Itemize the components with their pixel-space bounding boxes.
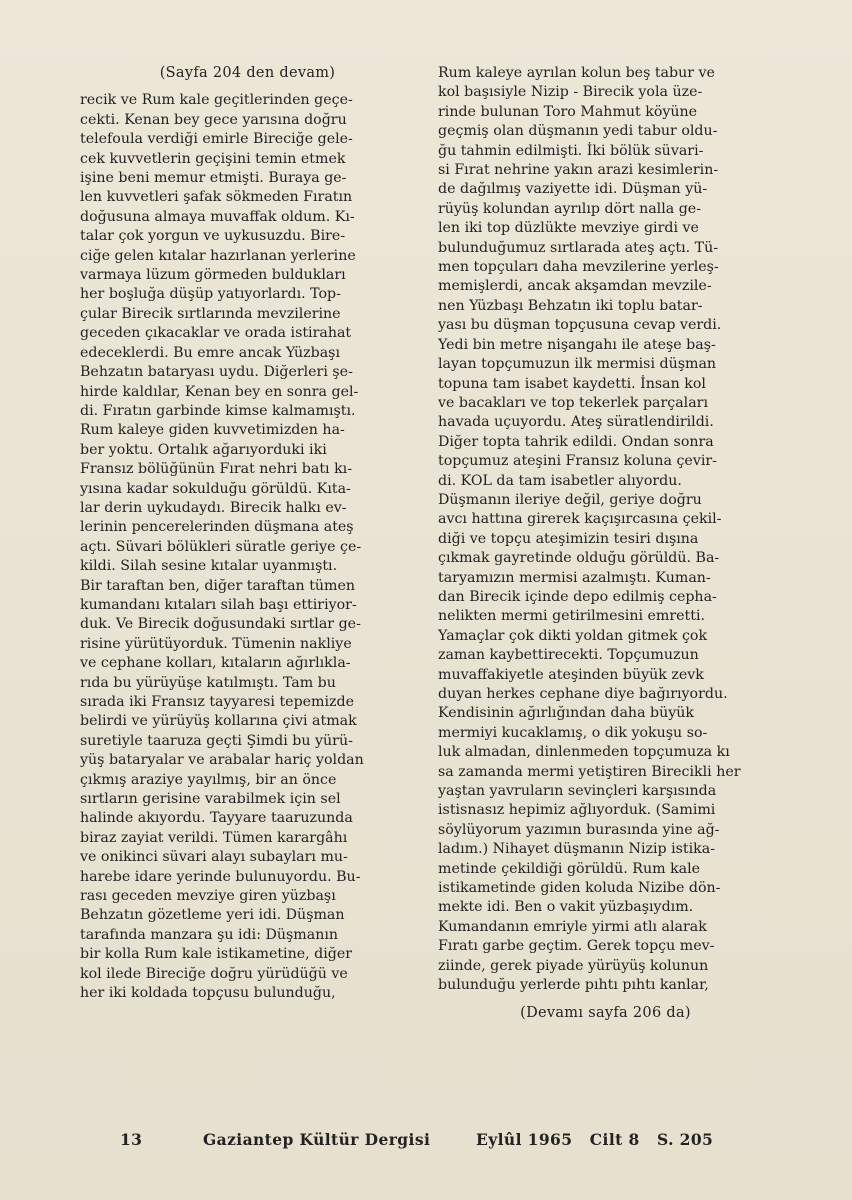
text-line: Fıratı garbe geçtim. Gerek topçu mev- xyxy=(438,938,715,955)
text-line: Kendisinin ağırlığından daha büyük xyxy=(438,705,695,722)
text-line: Yamaçlar çok dikti yoldan gitmek çok xyxy=(438,627,708,644)
text-line: di. Fıratın garbinde kimse kalmamıştı. xyxy=(80,402,356,419)
text-line: ladım.) Nihayet düşmanın Nizip istika- xyxy=(438,841,715,858)
text-line: taryamızın mermisi azalmıştı. Kuman- xyxy=(438,569,711,586)
text-line: suretiyle taaruza geçti Şimdi bu yürü- xyxy=(80,732,353,749)
text-line: geçmiş olan düşmanın yedi tabur oldu- xyxy=(438,123,718,140)
text-line: Behzatın bataryası uydu. Diğerleri şe- xyxy=(80,364,353,381)
text-line: hirde kaldılar, Kenan bey en sonra gel- xyxy=(80,383,359,400)
text-line: yaştan yavruların sevinçleri karşısında xyxy=(438,783,717,800)
text-line: ve bacakları ve top tekerlek parçaları xyxy=(438,394,708,411)
text-line: dan Birecik içinde depo edilmiş cepha- xyxy=(438,588,717,605)
right-column xyxy=(438,64,773,1023)
text-line: havada uçuyordu. Ateş süratlendirildi. xyxy=(438,414,714,431)
text-line: söylüyorum yazımın burasında yine ağ- xyxy=(438,821,720,838)
continued-from-note: (Sayfa 204 den devam) xyxy=(159,65,336,81)
text-line: yısına kadar sokulduğu görüldü. Kıta- xyxy=(80,480,351,497)
text-line: Rum kaleye ayrılan kolun beş tabur ve xyxy=(438,65,715,81)
text-line: kol başısiyle Nizip - Birecik yola üze- xyxy=(438,84,703,101)
text-line: topuna tam isabet kaydetti. İnsan kol xyxy=(438,375,706,392)
text-line: lar derin uykudaydı. Birecik halkı ev- xyxy=(80,499,347,516)
text-line: zaman kaybettirecekti. Topçumuzun xyxy=(438,647,699,664)
text-line: işine beni memur etmişti. Buraya ge- xyxy=(80,170,347,187)
text-line: biraz zayiat verildi. Tümen karargâhı xyxy=(80,829,348,846)
text-line: bulunduğumuz sırtlarada ateş açtı. Tü- xyxy=(438,239,719,256)
text-line: talar çok yorgun ve uykusuzdu. Bire- xyxy=(80,228,346,245)
text-line: mermiyi kucaklamış, o dik yokuşu so- xyxy=(438,724,708,741)
text-line: her iki koldada topçusu bulunduğu, xyxy=(80,985,336,1002)
text-line: ciğe gelen kıtalar hazırlanan yerlerine xyxy=(80,247,356,264)
text-line: ve cephane kolları, kıtaların ağırlıkla- xyxy=(80,655,351,672)
text-line: bir kolla Rum kale istikametine, diğer xyxy=(80,946,353,963)
text-line: açtı. Süvari bölükleri süratle geriye çe- xyxy=(80,538,362,555)
text-line: istisnasız hepimiz ağlıyorduk. (Samimi xyxy=(438,802,716,819)
text-line: çıkmak gayretinde olduğu görüldü. Ba- xyxy=(438,550,720,567)
text-line: di. KOL da tam isabetler alıyordu. xyxy=(438,472,682,489)
text-line: len kuvvetleri şafak sökmeden Fıratın xyxy=(80,189,353,206)
text-line: rıda bu yürüyüşe katılmıştı. Tam bu xyxy=(80,674,336,691)
text-line: topçumuz ateşini Fransız koluna çevir- xyxy=(438,453,717,470)
text-line: tarafında manzara şu idi: Düşmanın xyxy=(80,926,339,943)
text-line: diği ve topçu ateşimizin tesiri dışına xyxy=(438,530,699,547)
text-line: Fransız bölüğünün Fırat nehri batı kı- xyxy=(80,461,353,478)
text-line: Düşmanın ileriye değil, geriye doğru xyxy=(438,491,702,508)
continued-to-note: (Devamı sayfa 206 da) xyxy=(520,1004,691,1021)
text-line: harebe idare yerinde bulunuyordu. Bu- xyxy=(80,868,361,885)
text-line: kumandanı kıtaları silah başı ettiriyor- xyxy=(80,596,357,613)
text-line: kol ilede Bireciğe doğru yürüdüğü ve xyxy=(80,965,348,982)
text-line: nen Yüzbaşı Behzatın iki toplu batar- xyxy=(438,297,703,314)
text-line: rinde bulunan Toro Mahmut köyüne xyxy=(438,103,698,120)
text-line: istikametinde giden koluda Nizibe dön- xyxy=(438,880,721,897)
text-line: ğu tahmin edilmişti. İki bölük süvari- xyxy=(438,142,704,159)
text-line: ziinde, gerek piyade yürüyüş kolunun xyxy=(438,957,709,974)
text-line: halinde akıyordu. Tayyare taaruzunda xyxy=(80,810,353,827)
text-line: yüş bataryalar ve arabalar hariç yoldan xyxy=(80,752,364,769)
left-column xyxy=(80,64,415,1004)
text-line: risine yürütüyorduk. Tümenin nakliye xyxy=(80,635,352,652)
text-line: varmaya lüzum görmeden buldukları xyxy=(80,267,346,284)
text-line: doğusuna almaya muvaffak oldum. Kı- xyxy=(80,208,355,225)
text-line: mekte idi. Ben o vakit yüzbaşıydım. xyxy=(438,899,694,916)
text-line: ber yoktu. Ortalık ağarıyorduki iki xyxy=(80,441,327,458)
text-line: si Fırat nehrine yakın arazi kesimlerin- xyxy=(438,162,719,179)
text-line: Rum kaleye giden kuvvetimizden ha- xyxy=(80,422,345,439)
issue-info: Eylûl 1965 Cilt 8 S. 205 xyxy=(476,1130,714,1149)
text-line: ve onikinci süvari alayı subayları mu- xyxy=(80,849,348,866)
text-line: sa zamanda mermi yetiştiren Birecikli her xyxy=(438,763,741,780)
text-line: belirdi ve yürüyüş kollarına çivi atmak xyxy=(80,713,357,730)
text-line: recik ve Rum kale geçitlerinden geçe- xyxy=(80,92,353,109)
left-column-text xyxy=(80,91,415,1003)
text-line: memişlerdi, ancak akşamdan mevzile- xyxy=(438,278,712,295)
text-line: edeceklerdi. Bu emre ancak Yüzbaşı xyxy=(80,344,340,361)
text-line: de dağılmış vaziyette idi. Düşman yü- xyxy=(438,181,708,198)
text-line: Diğer topta tahrik edildi. Ondan sonra xyxy=(438,433,714,450)
text-line: lerinin pencerelerinden düşmana ateş xyxy=(80,519,354,536)
text-line: rası geceden mevziye giren yüzbaşı xyxy=(80,888,336,905)
text-line: muvaffakiyetle ateşinden büyük zevk xyxy=(438,666,704,683)
text-line: çıkmış araziye yayılmış, bir an önce xyxy=(80,771,337,788)
text-line: avcı hattına girerek kaçışırcasına çekil- xyxy=(438,511,722,528)
text-line: çular Birecik sırtlarında mevzilerine xyxy=(80,305,341,322)
text-line: her boşluğa düşüp yatıyorlardı. Top- xyxy=(80,286,341,303)
text-line: telefoula verdiği emirle Bireciğe gele- xyxy=(80,131,353,148)
text-line: duk. Ve Birecik doğusundaki sırtlar ge- xyxy=(80,616,361,633)
text-line: men topçuları daha mevzilerine yerleş- xyxy=(438,259,719,276)
text-line: Behzatın gözetleme yeri idi. Düşman xyxy=(80,907,345,924)
text-line: rüyüş kolundan ayrılıp dört nalla ge- xyxy=(438,200,701,217)
right-column-text xyxy=(438,64,773,996)
text-line: Kumandanın emriyle yirmi atlı alarak xyxy=(438,918,707,935)
text-line: duyan herkes cephane diye bağırıyordu. xyxy=(438,686,728,702)
text-line: luk almadan, dinlenmeden topçumuza kı xyxy=(438,744,730,761)
text-line: Bir taraftan ben, diğer taraftan tümen xyxy=(80,577,356,594)
journal-title: Gaziantep Kültür Dergisi xyxy=(203,1130,431,1149)
text-line: yası bu düşman topçusuna cevap verdi. xyxy=(438,317,722,334)
text-line: bulunduğu yerlerde pıhtı pıhtı kanlar, xyxy=(438,977,709,994)
text-line: geceden çıkacaklar ve orada istirahat xyxy=(80,325,352,342)
text-line: kildi. Silah sesine kıtalar uyanmıştı. xyxy=(80,558,338,575)
page-number: 13 xyxy=(120,1130,143,1149)
text-line: cek kuvvetlerin geçişini temin etmek xyxy=(80,150,346,167)
text-line: metinde çekildiği görüldü. Rum kale xyxy=(438,860,701,877)
text-line: len iki top düzlükte mevziye girdi ve xyxy=(438,220,699,237)
text-line: cekti. Kenan bey gece yarısına doğru xyxy=(80,111,347,128)
text-line: sırada iki Fransız tayyaresi tepemizde xyxy=(80,694,354,710)
text-line: Yedi bin metre nişangahı ile ateşe baş- xyxy=(438,336,716,353)
text-line: sırtların gerisine varabilmek için sel xyxy=(80,791,341,808)
text-line: layan topçumuzun ilk mermisi düşman xyxy=(438,356,717,373)
text-line: nelikten mermi getirilmesini emretti. xyxy=(438,608,705,625)
